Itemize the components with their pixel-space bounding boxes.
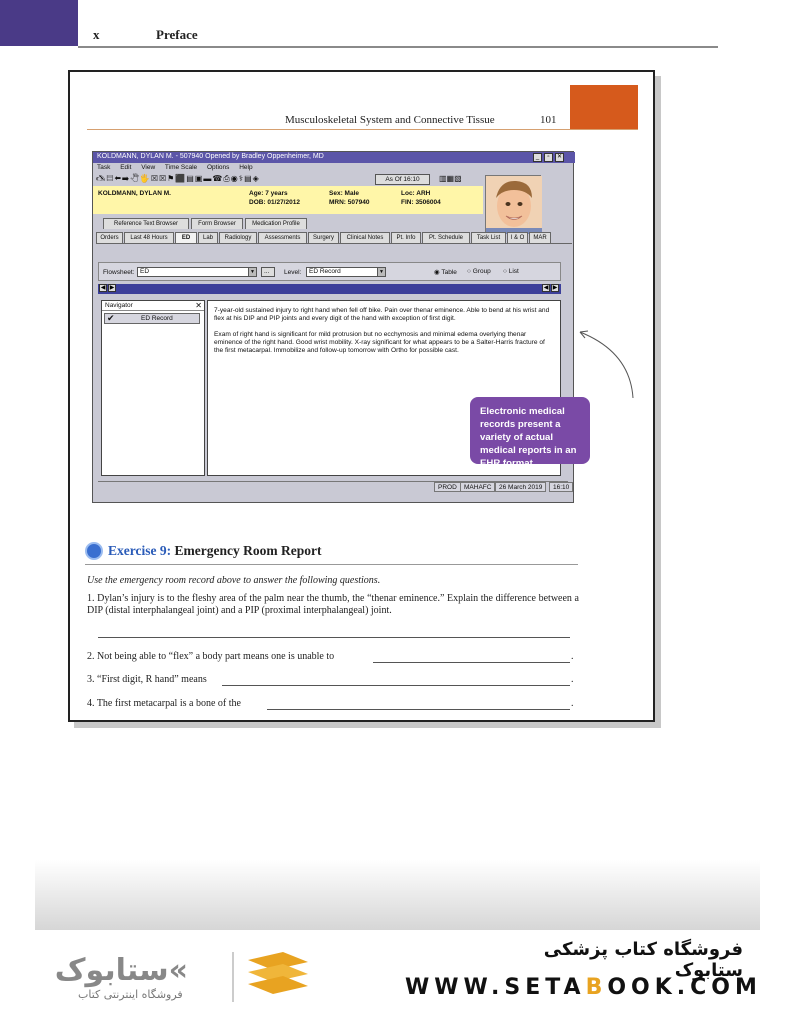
- left-arrow-icon[interactable]: ◀: [543, 285, 549, 291]
- patient-dob: DOB: 01/27/2012: [249, 199, 300, 206]
- inner-page-title: Musculoskeletal System and Connective Tissue: [285, 114, 495, 126]
- tab-underline: [96, 243, 572, 244]
- main-tab-row: [96, 232, 572, 243]
- tab-pt-info[interactable]: Pt. Info: [391, 232, 421, 243]
- tab-pt-schedule[interactable]: Pt. Schedule: [422, 232, 470, 243]
- status-time: 16:10: [549, 482, 573, 492]
- patient-name: KOLDMANN, DYLAN M.: [98, 190, 171, 197]
- radio-list[interactable]: ○ List: [503, 268, 519, 275]
- question-3: 3. “First digit, R hand” means: [87, 674, 207, 685]
- level-select[interactable]: [306, 267, 386, 277]
- question-4: 4. The first metacarpal is a bone of the: [87, 698, 241, 709]
- menu-task[interactable]: Task: [97, 164, 111, 171]
- restore-button[interactable]: ▫: [544, 153, 553, 162]
- patient-mrn: MRN: 507940: [329, 199, 370, 206]
- tab-assessments[interactable]: Assessments: [258, 232, 307, 243]
- callout-box: Electronic medical records present a variety of actual medical reports in an EHR format.: [470, 397, 590, 464]
- tab-surgery[interactable]: Surgery: [308, 232, 339, 243]
- radio-table-label: Table: [441, 269, 457, 276]
- footer-store-name: فروشگاه کتاب پزشکی ستابوک: [543, 939, 743, 981]
- scroll-band: [98, 284, 561, 294]
- patient-fin: FIN: 3506004: [401, 199, 441, 206]
- tab-reference-text-browser[interactable]: Reference Text Browser: [103, 218, 189, 229]
- tab-mar[interactable]: MAR: [529, 232, 551, 243]
- note-paragraph-1: 7-year-old sustained injury to right hand when fell off bike. Pain over thenar eminence. Able to bend at his wrist and flex at his DIP and PIP joints and every digit of the hand with exception of first digit.: [214, 307, 550, 322]
- corner-tab: [0, 0, 78, 46]
- patient-sex: Sex: Male: [329, 190, 359, 197]
- figure-frame: [68, 70, 655, 722]
- chevron-down-icon: ▼: [248, 268, 256, 276]
- minimize-button[interactable]: _: [533, 153, 542, 162]
- nav-item-ed-record[interactable]: [104, 313, 200, 324]
- navigator-panel: [101, 300, 205, 476]
- top-tab-row: [103, 218, 403, 229]
- level-value: ED Record: [309, 268, 341, 275]
- tab-clinical-notes[interactable]: Clinical Notes: [340, 232, 390, 243]
- status-user: MAHAFC: [460, 482, 495, 492]
- tab-orders[interactable]: Orders: [96, 232, 123, 243]
- answer-line-4[interactable]: [267, 709, 570, 710]
- status-bar: [98, 481, 568, 492]
- toolbar-icons[interactable]: 🖎▤⬅➡🖑🖐☒☒⚑⬛▤▣▬☎⎙◉⚕▤◈: [96, 174, 260, 183]
- setabook-logo: [54, 950, 318, 1005]
- chevron-down-icon: ▼: [377, 268, 385, 276]
- inner-rule: [87, 129, 638, 130]
- exercise-label: Exercise 9:: [108, 543, 172, 558]
- question-1: 1. Dylan’s injury is to the fleshy area of the palm near the thumb, the “thenar eminence.” Explain the difference between a DIP (distal interphalangeal joint) and a PIP (proximal interphalangeal) joint.: [87, 593, 579, 616]
- ehr-titlebar: KOLDMANN, DYLAN M. - 507940 Opened by Bradley Oppenheimer, MD: [93, 152, 575, 163]
- answer-line-3[interactable]: [222, 685, 570, 686]
- radio-table[interactable]: ◉ Table: [434, 269, 457, 276]
- nav-item-label: ED Record: [141, 315, 173, 322]
- exercise-heading: [108, 543, 321, 559]
- radio-group-label: Group: [472, 268, 491, 275]
- answer-line-2[interactable]: [373, 662, 570, 663]
- tab-i-and-o[interactable]: I & O: [507, 232, 528, 243]
- as-of-button[interactable]: As Of 16:10: [375, 174, 430, 185]
- inner-page-number: 101: [540, 114, 557, 126]
- close-icon[interactable]: ✕: [195, 301, 202, 310]
- exercise-title: Emergency Room Report: [174, 543, 322, 558]
- flowsheet-label: Flowsheet:: [103, 269, 135, 276]
- patient-photo: [485, 175, 541, 233]
- url-part-3: OOK.COM: [607, 975, 762, 1000]
- url-part-2: B: [585, 975, 608, 1000]
- status-env: PROD: [434, 482, 461, 492]
- tab-lab[interactable]: Lab: [198, 232, 218, 243]
- question-3-period: .: [571, 674, 574, 685]
- flowsheet-browse-button[interactable]: ...: [261, 267, 275, 277]
- right-arrow-icon[interactable]: ▶: [109, 285, 115, 291]
- exercise-icon: [85, 542, 103, 560]
- flowsheet-control-row: [98, 262, 561, 281]
- answer-line-1[interactable]: [98, 637, 570, 638]
- menu-bar: [93, 163, 575, 173]
- note-paragraph-2: Exam of right hand is significant for mild protrusion but no ecchymosis and minimal edema overlying thenar eminence of the right hand. Good wrist mobility. X-ray significant for what appears to be a Salter-Harris fracture of the first metacarpal. Immobilize and follow-up tomorrow with Ortho for possible cast.: [214, 331, 545, 354]
- exercise-rule: [85, 564, 578, 565]
- tab-task-list[interactable]: Task List: [471, 232, 506, 243]
- menu-options[interactable]: Options: [206, 164, 230, 171]
- page-number: x: [93, 27, 100, 42]
- callout-arrow: [550, 322, 640, 402]
- toolbar-right-icons[interactable]: ▥▦▧: [439, 174, 462, 183]
- menu-view[interactable]: View: [141, 164, 156, 171]
- navigator-label: Navigator: [105, 302, 133, 309]
- question-4-period: .: [571, 698, 574, 709]
- status-date: 26 March 2019: [495, 482, 546, 492]
- question-2-period: .: [571, 651, 574, 662]
- flowsheet-select[interactable]: [137, 267, 257, 277]
- tab-radiology[interactable]: Radiology: [219, 232, 257, 243]
- right-arrow-icon[interactable]: ▶: [552, 285, 558, 291]
- menu-help[interactable]: Help: [239, 164, 253, 171]
- patient-age: Age: 7 years: [249, 190, 288, 197]
- radio-list-label: List: [508, 268, 519, 275]
- radio-group[interactable]: ○ Group: [467, 268, 491, 275]
- inner-orange-block: [570, 85, 638, 129]
- flowsheet-value: ED: [140, 268, 150, 275]
- question-2: 2. Not being able to “flex” a body part means one is unable to: [87, 651, 335, 662]
- tab-form-browser[interactable]: Form Browser: [191, 218, 243, 229]
- logo-caption: فروشگاه اینترنتی کتاب: [78, 988, 183, 1001]
- svg-text:ستابوک«: ستابوک«: [54, 953, 188, 988]
- level-label: Level:: [284, 269, 302, 276]
- footer-fade: [35, 860, 760, 930]
- tab-last-48-hours[interactable]: Last 48 Hours: [124, 232, 174, 243]
- patient-banner: [93, 186, 483, 214]
- exercise-instructions: Use the emergency room record above to answer the following questions.: [87, 575, 381, 586]
- navigator-header: [102, 301, 204, 311]
- header-rule: [78, 46, 718, 48]
- menu-edit[interactable]: Edit: [120, 164, 132, 171]
- close-button[interactable]: ✕: [556, 154, 563, 160]
- patient-loc: Loc: ARH: [401, 190, 431, 197]
- left-arrow-icon[interactable]: ◀: [100, 285, 106, 291]
- tab-medication-profile[interactable]: Medication Profile: [245, 218, 307, 229]
- checkmark-icon: ✔: [107, 313, 115, 323]
- footer-url[interactable]: [405, 975, 762, 1000]
- page-header-title: Preface: [156, 27, 198, 42]
- tab-ed[interactable]: ED: [175, 232, 197, 243]
- menu-time-scale[interactable]: Time Scale: [164, 164, 198, 171]
- url-part-1: WWW.SETA: [405, 975, 586, 1000]
